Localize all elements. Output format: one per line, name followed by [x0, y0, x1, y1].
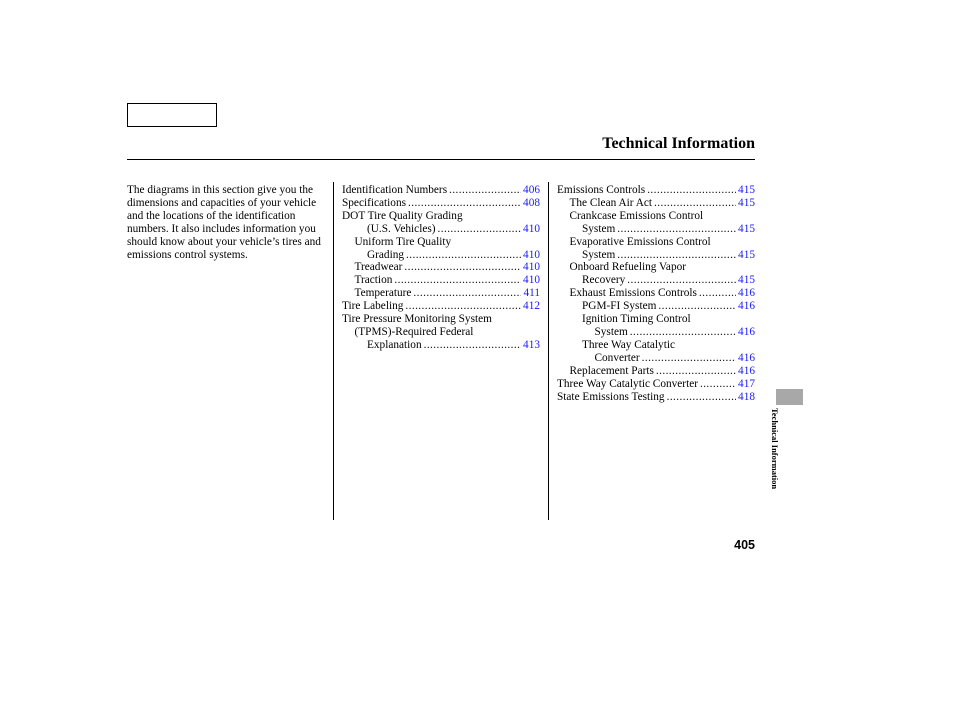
dot-leader [438, 223, 522, 236]
toc-entry-heading: (TPMS)-Required Federal [354, 325, 474, 338]
side-tab-label: Technical Information [770, 408, 780, 490]
toc-entry-title: Replacement Parts [569, 364, 654, 377]
dot-leader [627, 274, 736, 287]
toc-entry-title: System [594, 325, 628, 338]
dot-leader [394, 274, 521, 287]
dot-leader [424, 339, 521, 352]
toc-entry-title: Treadwear [354, 261, 403, 274]
toc-column-2 [557, 184, 755, 403]
toc-page-link[interactable]: 418 [738, 390, 755, 403]
intro-paragraph: The diagrams in this section give you the dimensions and capacities of your vehicle and the locations of the identification numbers. It also includes information you should know about your vehicle’s tires and emissions control systems. [127, 184, 321, 261]
dot-leader [404, 261, 521, 274]
toc-entry-title: Traction [354, 274, 393, 287]
header-tab-box [127, 103, 217, 127]
toc-entry[interactable] [557, 378, 755, 391]
toc-entry-title: Identification Numbers [342, 184, 448, 196]
toc-entry-title: System [582, 248, 616, 261]
column-divider-1 [333, 182, 334, 520]
toc-entry-title: Recovery [582, 274, 626, 287]
toc-entry-title: Explanation [367, 338, 422, 351]
toc-entry[interactable] [342, 223, 540, 236]
dot-leader [617, 223, 736, 236]
toc-page-link[interactable]: 415 [738, 248, 755, 261]
toc-entry[interactable] [342, 261, 540, 274]
toc-page-link[interactable]: 416 [738, 287, 755, 300]
toc-entry[interactable] [557, 287, 755, 300]
toc-entry-title: PGM-FI System [582, 300, 657, 313]
dot-leader [656, 365, 736, 378]
toc-entry[interactable] [557, 352, 755, 365]
dot-leader [647, 184, 736, 197]
toc-entry-title: Temperature [354, 287, 412, 300]
toc-page-link[interactable]: 413 [523, 338, 540, 351]
dot-leader [699, 287, 736, 300]
toc-page-link[interactable]: 416 [738, 351, 755, 364]
toc-page-link[interactable]: 415 [738, 196, 755, 209]
toc-entry-heading: Onboard Refueling Vapor [569, 261, 686, 274]
toc-entry-heading: Three Way Catalytic [582, 338, 675, 351]
toc-entry-heading: DOT Tire Quality Grading [342, 209, 463, 222]
toc-entry[interactable] [557, 249, 755, 262]
dot-leader [654, 197, 736, 210]
toc-entry[interactable] [342, 339, 540, 352]
dot-leader [449, 184, 521, 197]
toc-entry[interactable] [557, 391, 755, 404]
toc-entry[interactable] [557, 197, 755, 210]
toc-page-link[interactable]: 410 [523, 222, 540, 235]
toc-entry-title: (U.S. Vehicles) [367, 222, 436, 235]
toc-page-link[interactable]: 408 [523, 196, 540, 209]
toc-entry-title: Emissions Controls [557, 184, 646, 196]
section-side-tab [776, 389, 803, 405]
dot-leader [406, 249, 521, 262]
toc-entry-title: Specifications [342, 196, 406, 209]
toc-entry-title: The Clean Air Act [569, 196, 653, 209]
toc-page-link[interactable]: 412 [523, 300, 540, 313]
toc-entry[interactable] [557, 223, 755, 236]
toc-entry-title: Converter [594, 351, 640, 364]
toc-entry[interactable] [342, 274, 540, 287]
toc-entry-title: Exhaust Emissions Controls [569, 287, 697, 300]
title-divider [127, 159, 755, 160]
toc-page-link[interactable]: 411 [523, 287, 540, 300]
toc-entry-heading: Crankcase Emissions Control [569, 209, 704, 222]
dot-leader [658, 300, 736, 313]
toc-entry-title: State Emissions Testing [557, 390, 665, 403]
toc-page-link[interactable]: 406 [523, 184, 540, 196]
toc-entry[interactable] [557, 184, 755, 197]
column-divider-2 [548, 182, 549, 520]
toc-entry[interactable] [342, 300, 540, 313]
toc-entry-heading: Ignition Timing Control [582, 313, 691, 326]
toc-page-link[interactable]: 416 [738, 300, 755, 313]
toc-entry[interactable] [342, 287, 540, 300]
toc-entry[interactable] [557, 365, 755, 378]
dot-leader [617, 249, 736, 262]
toc-entry[interactable] [342, 249, 540, 262]
toc-entry[interactable] [342, 197, 540, 210]
toc-page-link[interactable]: 415 [738, 274, 755, 287]
toc-page-link[interactable]: 417 [738, 377, 755, 390]
toc-entry-title: Tire Labeling [342, 300, 404, 313]
toc-entry-title: Grading [367, 248, 405, 261]
toc-entry-heading: Evaporative Emissions Control [569, 235, 711, 248]
toc-entry[interactable] [557, 274, 755, 287]
toc-page-link[interactable]: 416 [738, 364, 755, 377]
toc-entry-heading: Tire Pressure Monitoring System [342, 313, 492, 326]
toc-entry-title: System [582, 222, 616, 235]
toc-entry[interactable] [557, 300, 755, 313]
toc-column-1 [342, 184, 540, 352]
dot-leader [642, 352, 736, 365]
page-title: Technical Information [602, 135, 755, 152]
toc-page-link[interactable]: 415 [738, 184, 755, 196]
toc-page-link[interactable]: 416 [738, 325, 755, 338]
toc-page-link[interactable]: 410 [523, 274, 540, 287]
toc-entry-heading: Uniform Tire Quality [354, 235, 452, 248]
dot-leader [413, 287, 521, 300]
dot-leader [667, 391, 736, 404]
toc-entry-title: Three Way Catalytic Converter [557, 377, 698, 390]
toc-entry[interactable] [342, 184, 540, 197]
toc-page-link[interactable]: 410 [523, 248, 540, 261]
dot-leader [630, 326, 736, 339]
dot-leader [700, 378, 736, 391]
toc-page-link[interactable]: 415 [738, 222, 755, 235]
dot-leader [405, 300, 521, 313]
toc-entry[interactable] [557, 326, 755, 339]
page-number: 405 [734, 538, 755, 552]
dot-leader [408, 197, 521, 210]
toc-page-link[interactable]: 410 [523, 261, 540, 274]
